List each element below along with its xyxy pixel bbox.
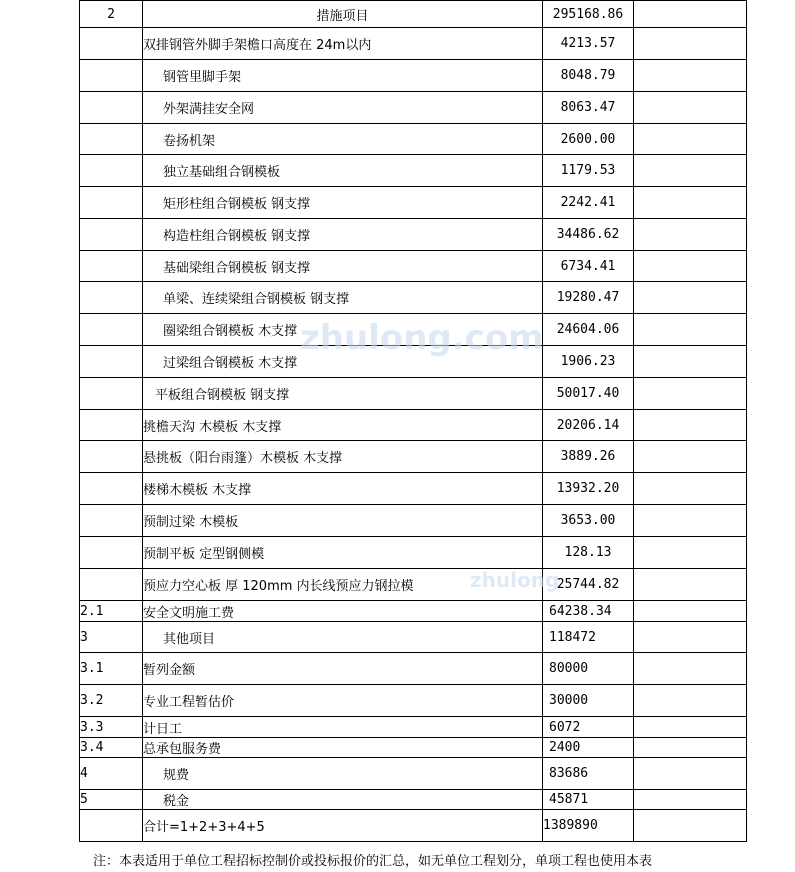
amount-cell: 6734.41 [543,251,634,282]
amount-cell: 34486.62 [543,219,634,251]
blank-cell [634,537,747,569]
item-number-cell [80,810,143,842]
blank-cell [634,346,747,378]
amount-cell: 83686 [543,758,634,790]
item-name-cell: 总承包服务费 [143,738,543,758]
item-number-cell [80,410,143,441]
item-number-cell [80,155,143,187]
item-name-cell: 平板组合钢模板 钢支撑 [143,378,543,410]
item-number-cell: 2.1 [80,601,143,622]
item-name-cell: 独立基础组合钢模板 [143,155,543,187]
table-row [80,28,747,60]
item-name-cell: 钢管里脚手架 [143,60,543,92]
amount-cell: 20206.14 [543,410,634,441]
item-number-cell [80,251,143,282]
blank-cell [634,1,747,28]
blank-cell [634,505,747,537]
item-name-cell: 预制过梁 木模板 [143,505,543,537]
table-row [80,314,747,346]
table-row [80,738,747,758]
item-name-cell: 暂列金额 [143,653,543,685]
watermark: zhulong.com [300,318,544,358]
blank-cell [634,251,747,282]
blank-cell [634,685,747,717]
table-row [80,622,747,653]
table-row [80,187,747,219]
amount-cell: 118472 [543,622,634,653]
amount-cell: 6072 [543,717,634,738]
item-number-cell: 4 [80,758,143,790]
table-row [80,473,747,505]
item-number-cell [80,378,143,410]
item-name-cell: 构造柱组合钢模板 钢支撑 [143,219,543,251]
item-number-cell [80,60,143,92]
item-number-cell [80,92,143,124]
blank-cell [634,92,747,124]
item-number-cell [80,569,143,601]
item-number-cell: 3.1 [80,653,143,685]
amount-cell: 8048.79 [543,60,634,92]
item-number-cell [80,187,143,219]
table-row [80,410,747,441]
amount-cell: 19280.47 [543,282,634,314]
amount-cell: 8063.47 [543,92,634,124]
table-row [80,717,747,738]
item-number-cell [80,441,143,473]
item-name-cell: 规费 [143,758,543,790]
amount-cell: 30000 [543,685,634,717]
item-name-cell: 矩形柱组合钢模板 钢支撑 [143,187,543,219]
item-number-cell: 3.2 [80,685,143,717]
blank-cell [634,717,747,738]
item-name-cell: 楼梯木模板 木支撑 [143,473,543,505]
item-name-cell: 双排钢管外脚手架檐口高度在 24m以内 [143,28,543,60]
blank-cell [634,282,747,314]
item-name-cell: 挑檐天沟 木模板 木支撑 [143,410,543,441]
amount-cell: 1389890 [543,810,634,842]
table-row [80,92,747,124]
amount-cell: 45871 [543,790,634,810]
table-row [80,282,747,314]
item-number-cell [80,219,143,251]
item-number-cell [80,282,143,314]
item-number-cell [80,505,143,537]
item-number-cell: 2 [80,1,143,28]
item-name-cell: 税金 [143,790,543,810]
blank-cell [634,219,747,251]
item-name-cell: 专业工程暂估价 [143,685,543,717]
table-row [80,790,747,810]
blank-cell [634,601,747,622]
table-row [80,758,747,790]
item-name-cell: 其他项目 [143,622,543,653]
table-row [80,653,747,685]
blank-cell [634,124,747,155]
item-number-cell: 3.3 [80,717,143,738]
amount-cell: 25744.82 [543,569,634,601]
amount-cell: 3653.00 [543,505,634,537]
summary-table-body [80,1,747,842]
item-number-cell: 5 [80,790,143,810]
item-number-cell [80,537,143,569]
blank-cell [634,155,747,187]
item-name-cell: 外架满挂安全网 [143,92,543,124]
item-number-cell: 3.4 [80,738,143,758]
amount-cell: 2400 [543,738,634,758]
item-name-cell: 合计=1+2+3+4+5 [143,810,543,842]
table-row [80,601,747,622]
amount-cell: 2600.00 [543,124,634,155]
table-row [80,251,747,282]
blank-cell [634,810,747,842]
blank-cell [634,790,747,810]
table-row [80,505,747,537]
blank-cell [634,622,747,653]
blank-cell [634,653,747,685]
item-name-cell: 单梁、连续梁组合钢模板 钢支撑 [143,282,543,314]
table-row [80,685,747,717]
item-name-cell: 计日工 [143,717,543,738]
amount-cell: 64238.34 [543,601,634,622]
amount-cell: 1906.23 [543,346,634,378]
blank-cell [634,187,747,219]
table-row [80,569,747,601]
table-row [80,810,747,842]
table-row [80,441,747,473]
table-row [80,60,747,92]
table-row [80,1,747,28]
item-name-cell: 过梁组合钢模板 木支撑 [143,346,543,378]
summary-table [79,0,747,842]
item-name-cell: 悬挑板（阳台雨篷）木模板 木支撑 [143,441,543,473]
item-number-cell [80,473,143,505]
footnote: 注：本表适用于单位工程招标控制价或投标报价的汇总，如无单位工程划分，单项工程也使用本表 [93,854,653,869]
table-row [80,124,747,155]
item-number-cell [80,28,143,60]
blank-cell [634,473,747,505]
table-row [80,219,747,251]
item-name-cell: 安全文明施工费 [143,601,543,622]
amount-cell: 80000 [543,653,634,685]
table-row [80,537,747,569]
amount-cell: 4213.57 [543,28,634,60]
item-name-cell: 基础梁组合钢模板 钢支撑 [143,251,543,282]
blank-cell [634,314,747,346]
amount-cell: 128.13 [543,537,634,569]
item-number-cell [80,314,143,346]
table-row [80,378,747,410]
blank-cell [634,738,747,758]
amount-cell: 295168.86 [543,1,634,28]
amount-cell: 24604.06 [543,314,634,346]
item-number-cell [80,346,143,378]
blank-cell [634,60,747,92]
blank-cell [634,758,747,790]
blank-cell [634,378,747,410]
amount-cell: 2242.41 [543,187,634,219]
item-name-cell: 预应力空心板 厚 120mm 内长线预应力钢拉模 [143,569,543,601]
item-name-cell: 圈梁组合钢模板 木支撑 [143,314,543,346]
amount-cell: 1179.53 [543,155,634,187]
item-name-cell: 预制平板 定型钢侧模 [143,537,543,569]
amount-cell: 13932.20 [543,473,634,505]
amount-cell: 50017.40 [543,378,634,410]
amount-cell: 3889.26 [543,441,634,473]
blank-cell [634,28,747,60]
item-name-cell: 卷扬机架 [143,124,543,155]
item-number-cell [80,124,143,155]
table-row [80,346,747,378]
blank-cell [634,569,747,601]
blank-cell [634,441,747,473]
watermark-small: zhulong [470,568,560,592]
blank-cell [634,410,747,441]
item-number-cell: 3 [80,622,143,653]
item-name-cell: 措施项目 [143,1,543,28]
table-row [80,155,747,187]
